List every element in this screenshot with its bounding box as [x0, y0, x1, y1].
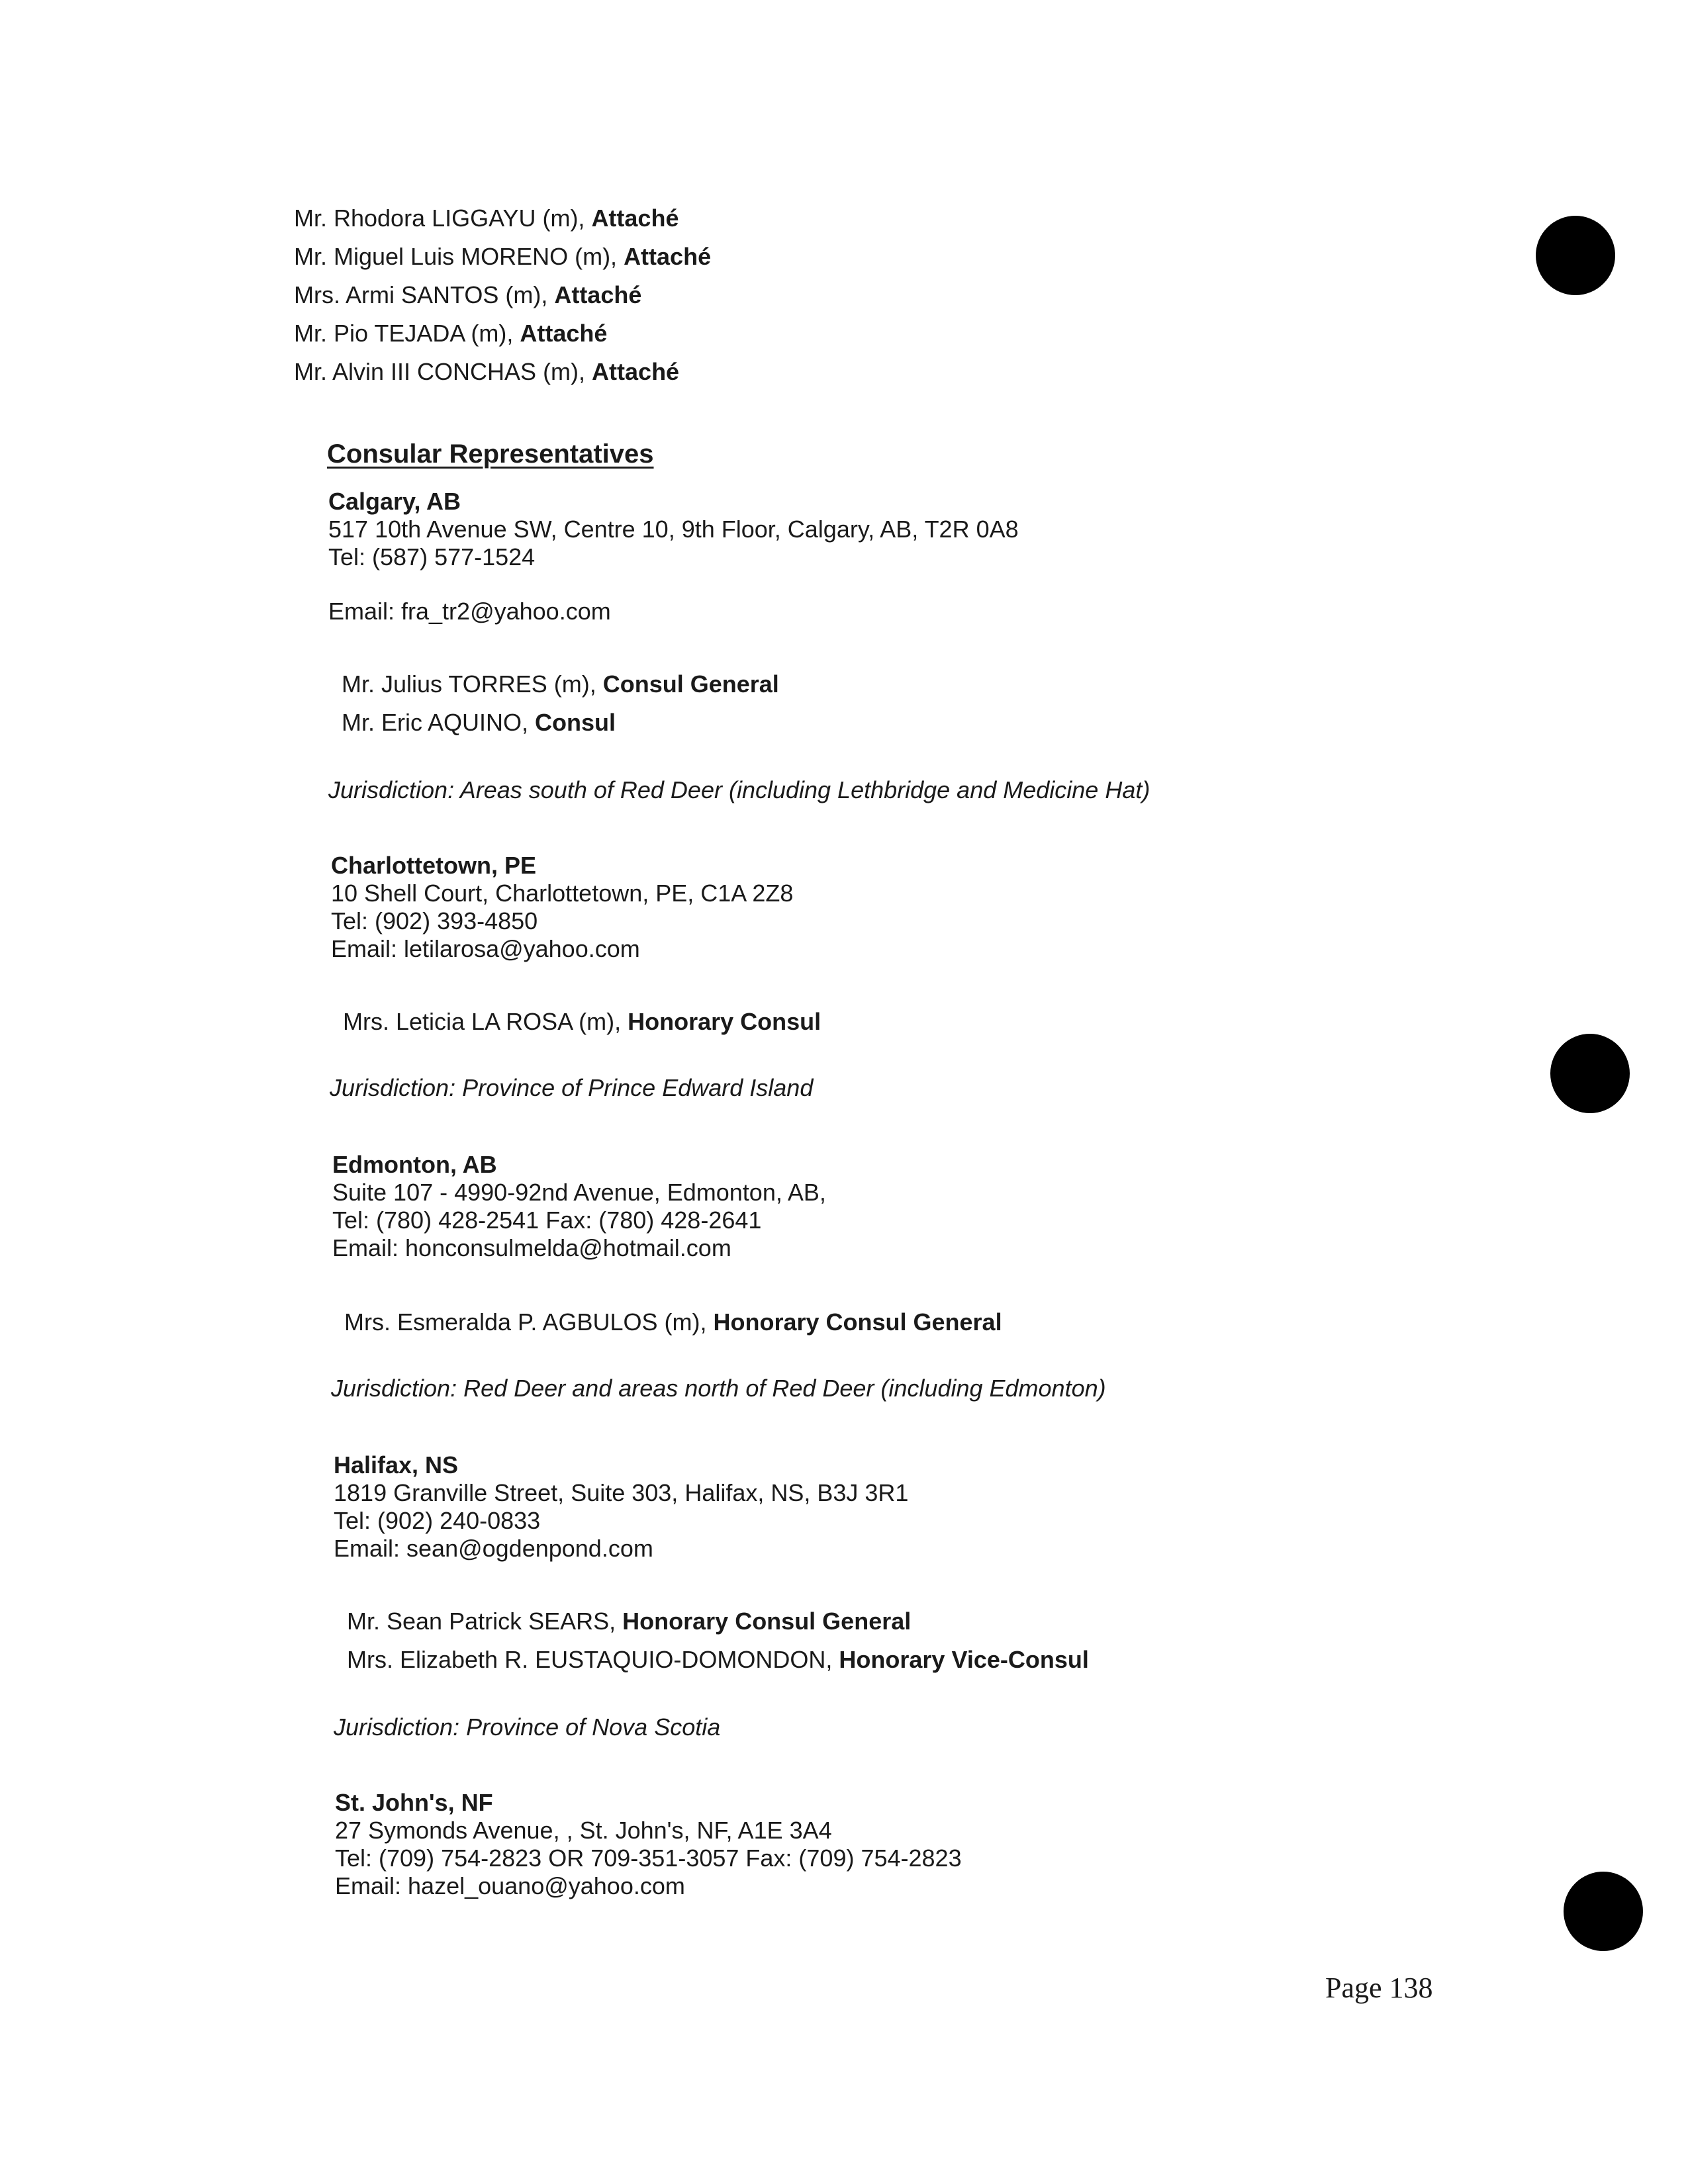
office-address: 27 Symonds Avenue, , St. John's, NF, A1E 3A4	[335, 1817, 832, 1844]
person-title: Honorary Consul	[628, 1008, 821, 1035]
person-name: Mr. Sean Patrick SEARS,	[347, 1608, 623, 1635]
person-name: Mrs. Esmeralda P. AGBULOS (m),	[344, 1308, 714, 1336]
punch-hole-middle	[1550, 1034, 1630, 1113]
attache-line	[294, 281, 641, 310]
office-email: Email: sean@ogdenpond.com	[334, 1535, 653, 1562]
office-city: Edmonton, AB	[332, 1151, 497, 1178]
office-tel: Tel: (902) 393-4850	[331, 907, 538, 934]
office-city: Halifax, NS	[334, 1451, 459, 1479]
office-tel: Tel: (902) 240-0833	[334, 1507, 541, 1534]
person-line	[347, 1607, 911, 1636]
office-jurisdiction: Jurisdiction: Province of Prince Edward Island	[330, 1074, 814, 1101]
office-city: Calgary, AB	[328, 488, 461, 515]
office-city: St. John's, NF	[335, 1789, 493, 1816]
office-email: Email: fra_tr2@yahoo.com	[328, 598, 611, 625]
person-title: Consul General	[602, 670, 779, 698]
office-jurisdiction: Jurisdiction: Red Deer and areas north of Red Deer (including Edmonton)	[331, 1375, 1106, 1402]
page-number: Page 138	[1325, 1972, 1433, 2004]
attache-line	[294, 357, 679, 387]
person-name: Mr. Miguel Luis MORENO (m),	[294, 243, 624, 270]
person-line	[347, 1645, 1089, 1674]
person-title: Consul	[535, 709, 616, 736]
punch-hole-top	[1536, 216, 1615, 295]
person-title: Honorary Vice-Consul	[839, 1646, 1089, 1673]
office-email: Email: honconsulmelda@hotmail.com	[332, 1234, 731, 1261]
person-title: Attaché	[592, 358, 680, 385]
person-title: Attaché	[591, 205, 679, 232]
office-address: 517 10th Avenue SW, Centre 10, 9th Floor, Calgary, AB, T2R 0A8	[328, 516, 1019, 543]
section-heading: Consular Representatives	[327, 439, 654, 469]
office-address: 1819 Granville Street, Suite 303, Halifax, NS, B3J 3R1	[334, 1479, 909, 1506]
person-line	[343, 1007, 821, 1036]
person-name: Mr. Alvin III CONCHAS (m),	[294, 358, 592, 385]
office-tel: Tel: (709) 754-2823 OR 709-351-3057 Fax: (709) 754-2823	[335, 1844, 962, 1872]
office-jurisdiction: Jurisdiction: Areas south of Red Deer (including Lethbridge and Medicine Hat)	[328, 776, 1150, 803]
office-jurisdiction: Jurisdiction: Province of Nova Scotia	[334, 1713, 721, 1741]
person-title: Attaché	[520, 320, 608, 347]
person-name: Mrs. Leticia LA ROSA (m),	[343, 1008, 628, 1035]
attache-line	[294, 319, 607, 348]
office-address: Suite 107 - 4990-92nd Avenue, Edmonton, AB,	[332, 1179, 826, 1206]
person-name: Mrs. Armi SANTOS (m),	[294, 281, 555, 308]
office-tel: Tel: (780) 428-2541 Fax: (780) 428-2641	[332, 1206, 762, 1234]
office-city: Charlottetown, PE	[331, 852, 537, 879]
attache-line	[294, 204, 679, 233]
office-tel: Tel: (587) 577-1524	[328, 543, 536, 570]
person-name: Mr. Eric AQUINO,	[342, 709, 536, 736]
person-title: Honorary Consul General	[713, 1308, 1002, 1336]
person-name: Mrs. Elizabeth R. EUSTAQUIO-DOMONDON,	[347, 1646, 839, 1673]
person-line	[344, 1308, 1002, 1337]
office-address: 10 Shell Court, Charlottetown, PE, C1A 2Z8	[331, 880, 794, 907]
person-line	[342, 670, 779, 699]
person-title: Attaché	[554, 281, 642, 308]
office-email: Email: letilarosa@yahoo.com	[331, 935, 640, 962]
office-email: Email: hazel_ouano@yahoo.com	[335, 1872, 685, 1899]
person-title: Attaché	[624, 243, 712, 270]
attache-line	[294, 242, 711, 271]
person-name: Mr. Julius TORRES (m),	[342, 670, 603, 698]
person-name: Mr. Pio TEJADA (m),	[294, 320, 520, 347]
punch-hole-bottom	[1564, 1872, 1643, 1951]
person-title: Honorary Consul General	[622, 1608, 912, 1635]
person-name: Mr. Rhodora LIGGAYU (m),	[294, 205, 592, 232]
person-line	[342, 708, 616, 737]
